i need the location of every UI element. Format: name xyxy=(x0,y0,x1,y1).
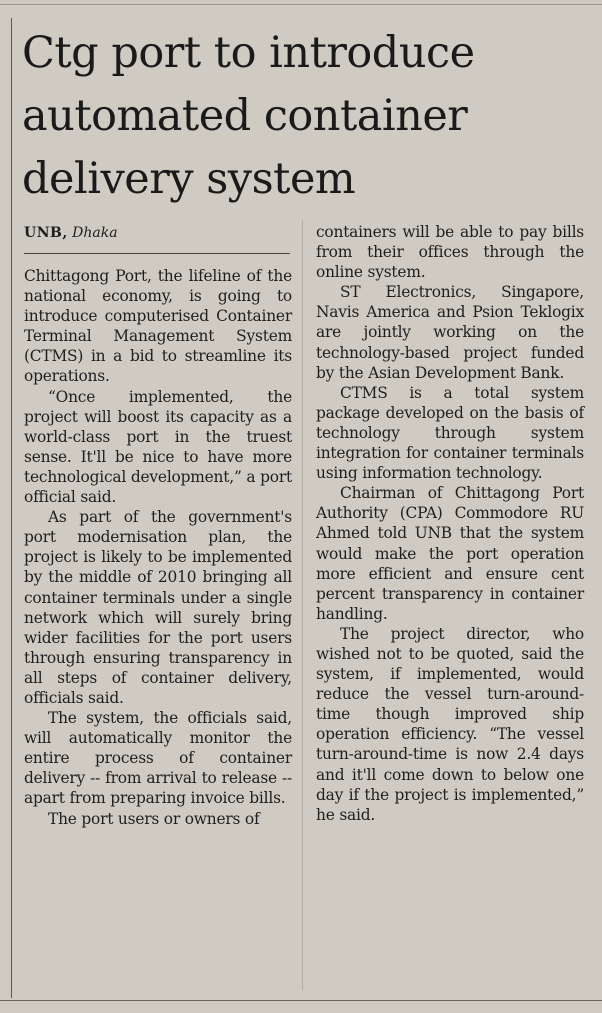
column-divider xyxy=(302,220,303,990)
top-rule xyxy=(0,4,602,5)
article-column-1 xyxy=(24,266,292,829)
bottom-rule xyxy=(0,1000,602,1001)
paragraph: ST Electronics, Singapore, Navis America and Psion Teklogix are jointly working on the technology-based project funded by the Asian Development Bank. xyxy=(316,283,584,382)
paragraph: containers will be able to pay bills from their offices through the online system. xyxy=(316,223,584,282)
paragraph: The port users or owners of xyxy=(48,809,260,828)
paragraph: CTMS is a total system package developed on the basis of technology through system integration for container terminals using information technology. xyxy=(316,383,584,483)
byline-agency: UNB, xyxy=(24,225,68,241)
paragraph: The project director, who wished not to be quoted, said the system, if implemented, would reduce the vessel turn-around-time though improved ship operation efficiency. “The vessel turn-around-time is now 2.4 days and it'll come down to below one day if the project is implemented,” he said. xyxy=(316,624,584,824)
paragraph: The system, the officials said, will automatically monitor the entire process of container delivery -- from arrival to release -- apart from preparing invoice bills. xyxy=(24,709,292,808)
byline-rule xyxy=(24,253,290,254)
paragraph: Chairman of Chittagong Port Authority (CPA) Commodore RU Ahmed told UNB that the system would make the port operation more efficient and ensure cent percent transparency in container handling. xyxy=(316,484,584,623)
headline: Ctg port to introduce automated container delivery system xyxy=(22,28,475,204)
paragraph: “Once implemented, the project will boost its capacity as a world-class port in the truest sense. It'll be nice to have more technological development,” a port official said. xyxy=(24,387,292,507)
byline-city: Dhaka xyxy=(72,225,118,241)
article-column-2 xyxy=(316,222,584,825)
paragraph: As part of the government's port modernisation plan, the project is likely to be implemented by the middle of 2010 bringing all container terminals under a single network which will surely bring wider facilities for the port users through ensuring transparency in all steps of container delivery, officials said. xyxy=(24,508,292,707)
byline xyxy=(24,223,290,243)
paragraph: Chittagong Port, the lifeline of the national economy, is going to introduce computerised Container Terminal Management System (CTMS) in a bid to streamline its operations. xyxy=(24,267,292,386)
left-rule xyxy=(11,18,12,998)
